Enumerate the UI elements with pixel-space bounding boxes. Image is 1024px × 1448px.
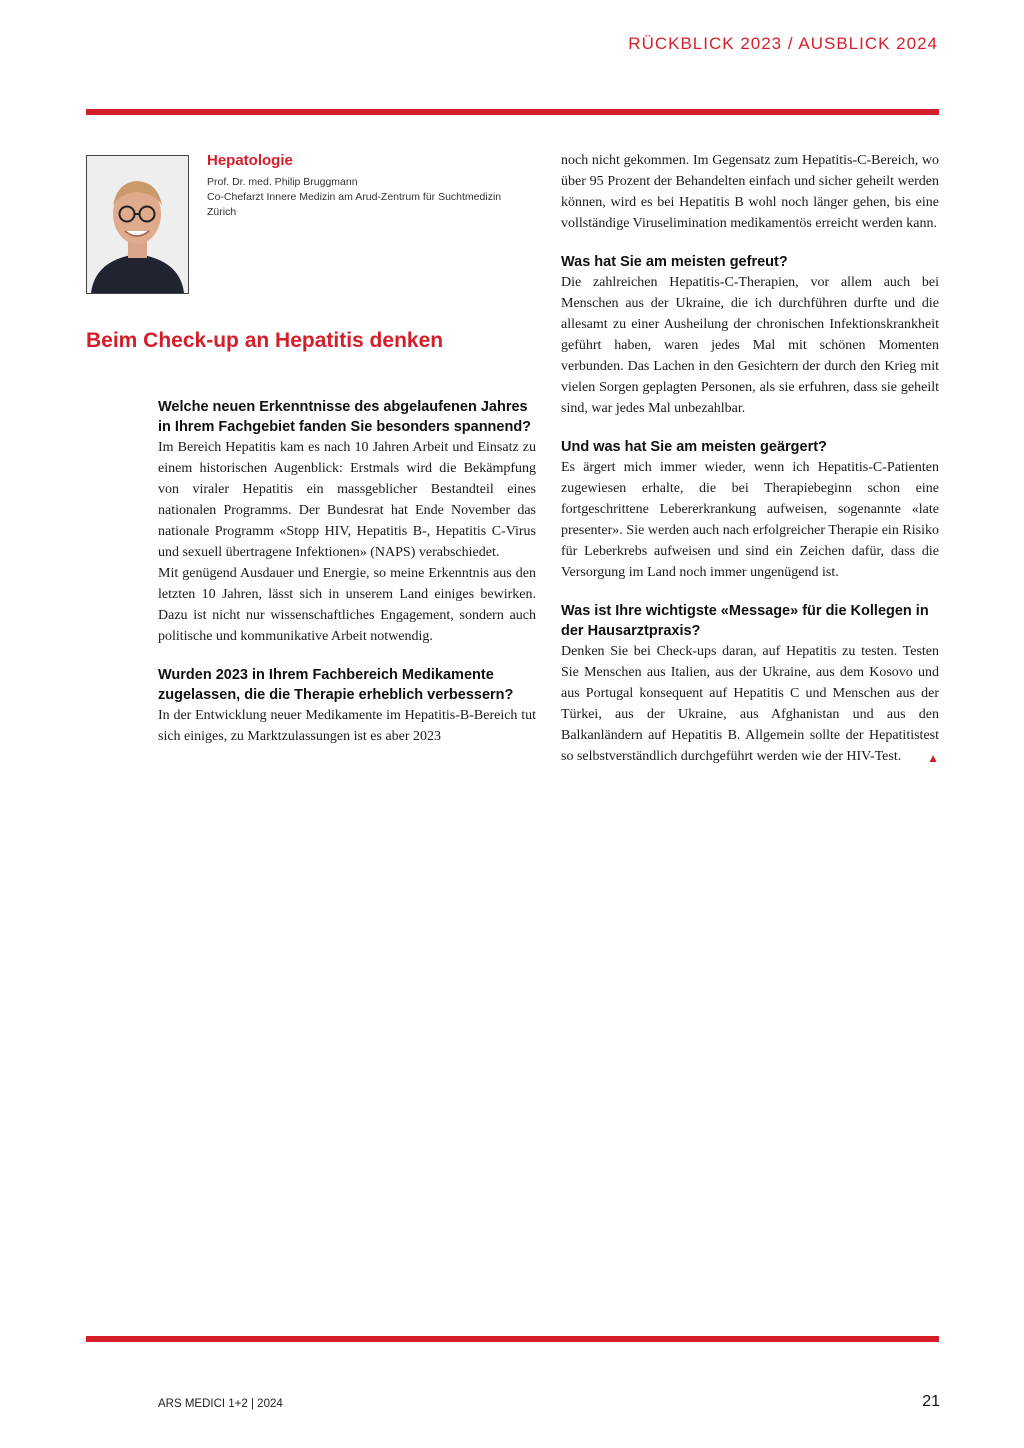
- answer-1-paragraph-2: Mit genügend Ausdauer und Energie, so meine Erkenntnis aus den letzten 10 Jahren, lässt sich in unserem Land einiges bewirken. Dazu ist nicht nur wissenschaftliches Engagement, sondern auch politische und kommunikative Arbeit notwendig.: [158, 566, 536, 644]
- answer-5-text: Denken Sie bei Check-ups daran, auf Hepatitis zu testen. Testen Sie Menschen aus Italien, aus der Ukraine, aus dem Kosovo und aus Portugal konsequent auf Hepatitis C und Menschen aus der Türkei, aus der Ukraine, aus Afghanistan und aus den Balkanländern auf Hepatitis B. Allgemein sollte der Hepatitistest so selbstverständlich durchgeführt werden wie der HIV-Test.: [561, 644, 939, 764]
- author-portrait: [86, 155, 189, 294]
- page-number: 21: [922, 1393, 940, 1410]
- section-label: Hepatologie: [207, 152, 293, 169]
- author-city: Zürich: [207, 206, 237, 218]
- answer-4: Es ärgert mich immer wieder, wenn ich Hepatitis-C-Patienten zugewiesen erhalte, die bei Therapiebeginn schon eine fortgeschrittene Lebererkrankung aufweisen, sogenannte «late presenter». Sie werden auch nach erfolgreicher Therapie ein Risiko für Leberkrebs aufweisen und sind ein Zeichen dafür, dass die Versorgung im Land noch immer ungenügend ist.: [561, 460, 939, 580]
- answer-2-paragraph-1: In der Entwicklung neuer Medikamente im Hepatitis-B-Bereich tut sich einiges, zu Marktzulassungen ist es aber 2023: [158, 708, 536, 744]
- question-3: Was hat Sie am meisten gefreut?: [561, 254, 788, 270]
- answer-2-continued: noch nicht gekommen. Im Gegensatz zum Hepatitis-C-Bereich, wo über 95 Prozent der Behandelten einfach und sicher geheilt werden können, wird es bei Hepatitis B wohl noch länger gehen, bis eine vollständige Viruselimination medikamentös erreicht werden kann.: [561, 153, 939, 231]
- publication-footer: ARS MEDICI 1+2 | 2024: [158, 1398, 283, 1410]
- end-of-article-triangle-icon: ▲: [927, 751, 939, 765]
- answer-1-paragraph-1: Im Bereich Hepatitis kam es nach 10 Jahren Arbeit und Einsatz zu einem historischen Augenblick: Erstmals wird die Bekämpfung von viraler Hepatitis ein massgeblicher Bestandteil eines nationalen Programms. Der Bundesrat hat Ende November das nationale Programm «Stopp HIV, Hepatitis B-, Hepatitis C-Virus und sexuell übertragene Infektionen» (NAPS) verabschiedet.: [158, 440, 536, 560]
- left-column: [158, 397, 536, 747]
- answer-3: Die zahlreichen Hepatitis-C-Therapien, vor allem auch bei Menschen aus der Ukraine, die ich durchführen durfte und die allesamt zu einer Ausheilung der chronischen Infektionskrankheit geführt haben, waren jedes Mal mit schönen Momenten verbunden. Das Lachen in den Gesichtern der durch den Krieg mit vielen Sorgen geplagten Personen, als sie erfuhren, dass sie geheilt sind, war jedes Mal unbezahlbar.: [561, 275, 939, 416]
- author-role: Co-Chefarzt Innere Medizin am Arud-Zentrum für Suchtmedizin: [207, 191, 502, 203]
- running-header: RÜCKBLICK 2023 / AUSBLICK 2024: [628, 34, 938, 53]
- answer-5: [561, 641, 939, 767]
- bottom-divider: [86, 1336, 939, 1342]
- author-name: Prof. Dr. med. Philip Bruggmann: [207, 176, 358, 188]
- author-block: [207, 152, 537, 220]
- right-column: [561, 150, 939, 769]
- question-1: Welche neuen Erkenntnisse des abgelaufenen Jahres in Ihrem Fachgebiet fanden Sie besonders spannend?: [158, 399, 532, 435]
- question-2: Wurden 2023 in Ihrem Fachbereich Medikamente zugelassen, die die Therapie erheblich verbessern?: [158, 667, 514, 703]
- top-divider: [86, 109, 939, 115]
- question-4: Und was hat Sie am meisten geärgert?: [561, 439, 827, 455]
- article-headline: Beim Check-up an Hepatitis denken: [86, 329, 444, 352]
- question-5: Was ist Ihre wichtigste «Message» für die Kollegen in der Hausarztpraxis?: [561, 603, 929, 639]
